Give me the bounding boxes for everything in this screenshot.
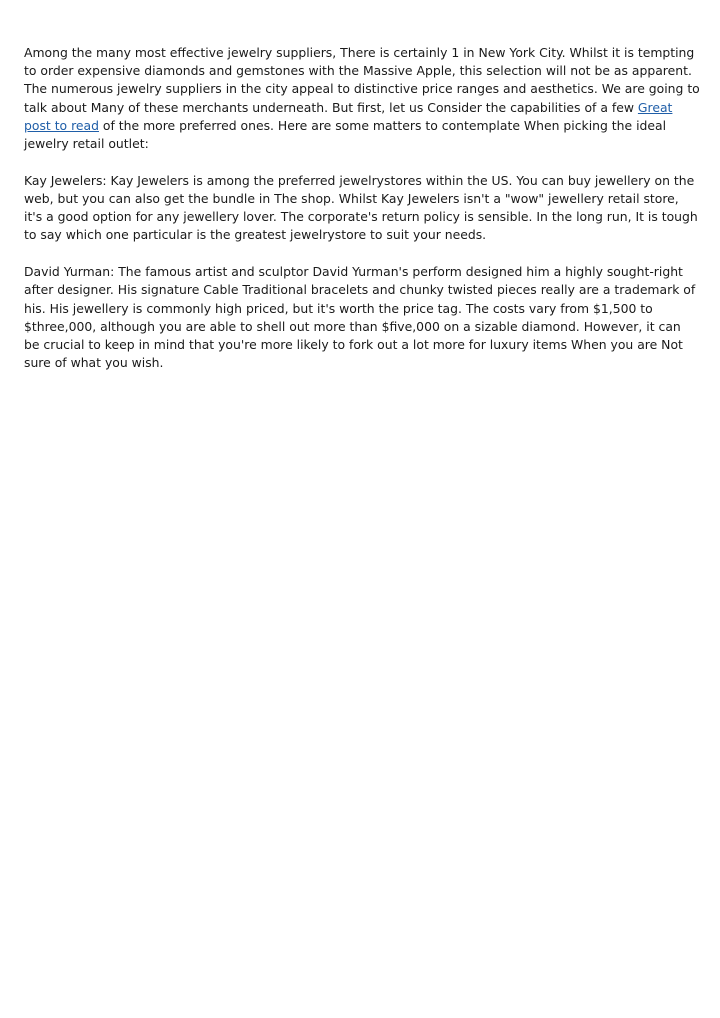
paragraph-intro (24, 44, 700, 153)
intro-text-after-link: of the more preferred ones. Here are some matters to contemplate When picking the ideal jewelry retail outlet: (24, 117, 667, 152)
paragraph-kay-jewelers: Kay Jewelers: Kay Jewelers is among the preferred jewelrystores within the US. You can buy jewellery on the web, but you can also get the bundle in The shop. Whilst Kay Jewelers isn't a "wow" jewellery retail store, it's a good option for any jewellery lover. The corporate's return policy is sensible. In the long run, It is tough to say which one particular is the greatest jewelrystore to suit your needs. (24, 172, 698, 243)
intro-text-before-link: Among the many most effective jewelry suppliers, There is certainly 1 in New York City. Whilst it is tempting to order expensive diamonds and gemstones with the Massive Apple, this selection will not be as apparent. The numerous jewelry suppliers in the city appeal to distinctive price ranges and aesthetics. We are going to talk about Many of these merchants underneath. But first, let us Consider the capabilities of a few (24, 45, 700, 115)
great-post-link[interactable]: Great post to read (24, 99, 673, 133)
paragraph-david-yurman: David Yurman: The famous artist and sculptor David Yurman's perform designed him a highly sought-right after designer. His signature Cable Traditional bracelets and chunky twisted pieces really are a trademark of his. His jewellery is commonly high priced, but it's worth the price tag. The costs vary from $1,500 to $three,000, although you are able to shell out more than $five,000 on a sizable diamond. However, it can be crucial to keep in mind that you're more likely to fork out a lot more for luxury items When you are Not sure of what you wish. (24, 264, 696, 371)
document-page (24, 44, 700, 391)
